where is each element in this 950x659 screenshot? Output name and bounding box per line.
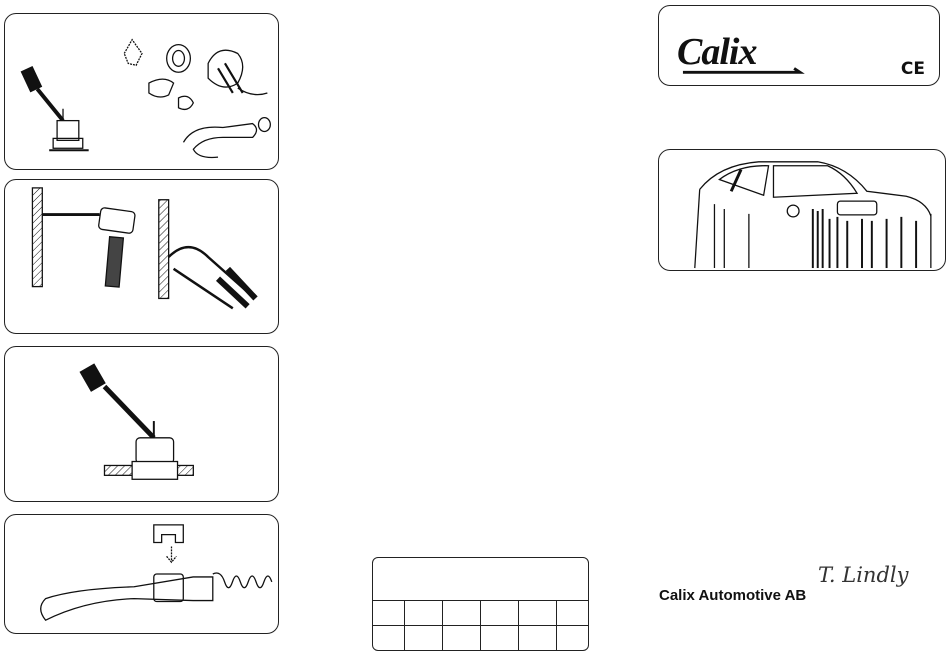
tool-kit-icon <box>5 14 278 169</box>
panel-hammer-pliers <box>4 179 279 334</box>
panel-kit-components <box>4 13 279 170</box>
table-cell <box>556 601 588 626</box>
table-cell <box>518 626 556 651</box>
table-cell <box>373 601 405 626</box>
table-cell <box>443 601 481 626</box>
panel-heater-insert <box>4 346 279 502</box>
table-cell <box>480 601 518 626</box>
table-cell <box>518 601 556 626</box>
table-cell <box>405 626 443 651</box>
logo-box <box>658 5 940 86</box>
connector-icon <box>5 515 278 633</box>
table-cell <box>373 626 405 651</box>
table-cell <box>405 601 443 626</box>
calix-logo: Calix <box>677 31 757 73</box>
table-cell <box>556 626 588 651</box>
hammer-icon <box>5 180 278 333</box>
value-table-grid <box>373 600 588 650</box>
panel-cable-clip <box>4 514 279 634</box>
table-row <box>373 626 588 651</box>
table-cell <box>443 626 481 651</box>
signature: T. Lindly <box>818 563 909 587</box>
heater-icon <box>5 347 278 501</box>
panel-car-location <box>658 149 946 271</box>
table-row <box>373 601 588 626</box>
company-name: Calix Automotive AB <box>659 587 807 604</box>
value-table <box>372 557 589 651</box>
ce-mark: CE <box>900 59 925 79</box>
table-cell <box>480 626 518 651</box>
car-icon <box>659 150 945 270</box>
